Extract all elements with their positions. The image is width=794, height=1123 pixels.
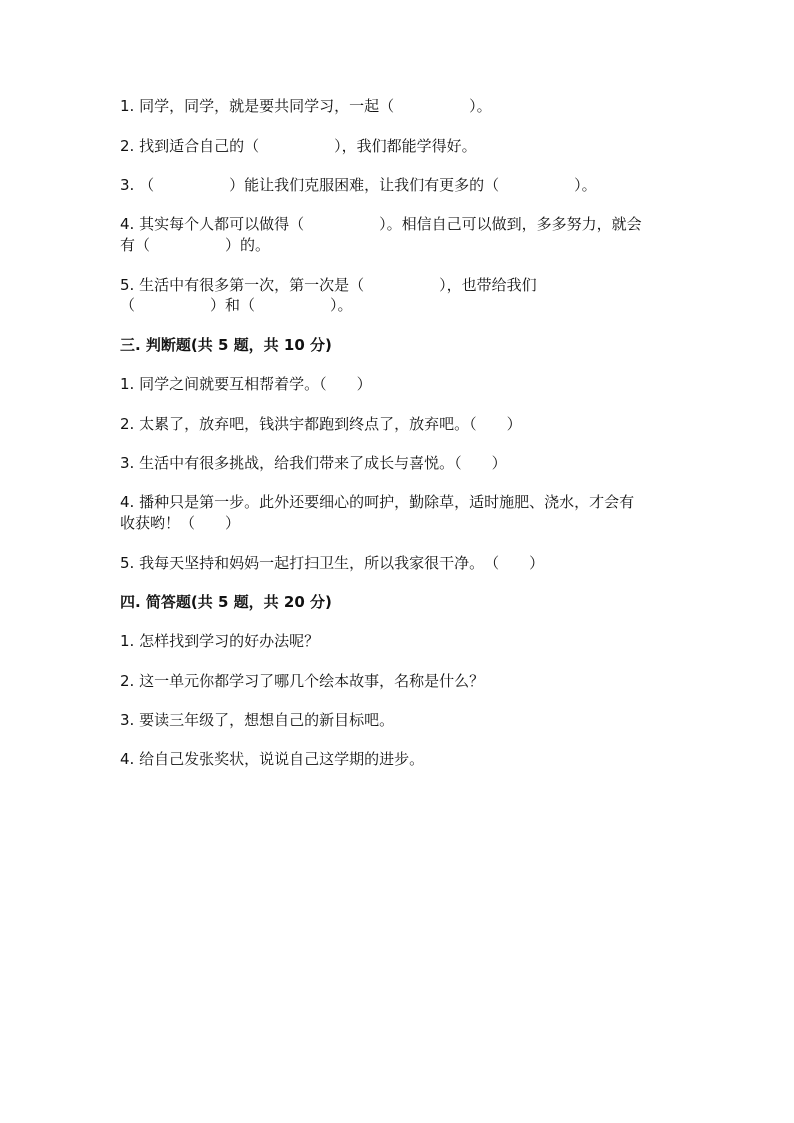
- judgment-question-5: 5. 我每天坚持和妈妈一起打扫卫生，所以我家很干净。 （ ）: [120, 554, 545, 572]
- short-answer-question-1: 1. 怎样找到学习的好办法呢？: [120, 632, 320, 650]
- judgment-question-4-line-1: 4. 播种只是第一步。此外还要细心的呵护，勤除草，适时施肥、浇水，才会有: [120, 493, 635, 511]
- section-3-heading: 三. 判断题(共 5 题，共 10 分): [120, 336, 332, 354]
- fill-in-question-2: 2. 找到适合自己的（ ），我们都能学得好。: [120, 137, 477, 155]
- fill-in-question-4-line-1: 4. 其实每个人都可以做得（ ）。相信自己可以做到，多多努力，就会: [120, 215, 642, 233]
- fill-in-question-5-line-1: 5. 生活中有很多第一次，第一次是（ ），也带给我们: [120, 276, 537, 294]
- short-answer-question-4: 4. 给自己发张奖状，说说自己这学期的进步。: [120, 750, 425, 768]
- judgment-question-3: 3. 生活中有很多挑战，给我们带来了成长与喜悦。（ ）: [120, 454, 507, 472]
- fill-in-question-5-line-2: （ ）和（ ）。: [120, 296, 353, 314]
- section-4-heading: 四. 简答题(共 5 题，共 20 分): [120, 593, 332, 611]
- short-answer-question-2: 2. 这一单元你都学习了哪几个绘本故事，名称是什么？: [120, 672, 485, 690]
- judgment-question-2: 2. 太累了，放弃吧，钱洪宇都跑到终点了，放弃吧。（ ）: [120, 415, 522, 433]
- judgment-question-4-line-2: 收获哟！（ ）: [120, 514, 241, 532]
- fill-in-question-1: 1. 同学，同学，就是要共同学习，一起（ ）。: [120, 97, 492, 115]
- fill-in-question-4-line-2: 有（ ）的。: [120, 236, 271, 254]
- short-answer-question-3: 3. 要读三年级了，想想自己的新目标吧。: [120, 711, 395, 729]
- fill-in-question-3: 3. （ ）能让我们克服困难，让我们有更多的（ ）。: [120, 176, 597, 194]
- judgment-question-1: 1. 同学之间就要互相帮着学。（ ）: [120, 375, 372, 393]
